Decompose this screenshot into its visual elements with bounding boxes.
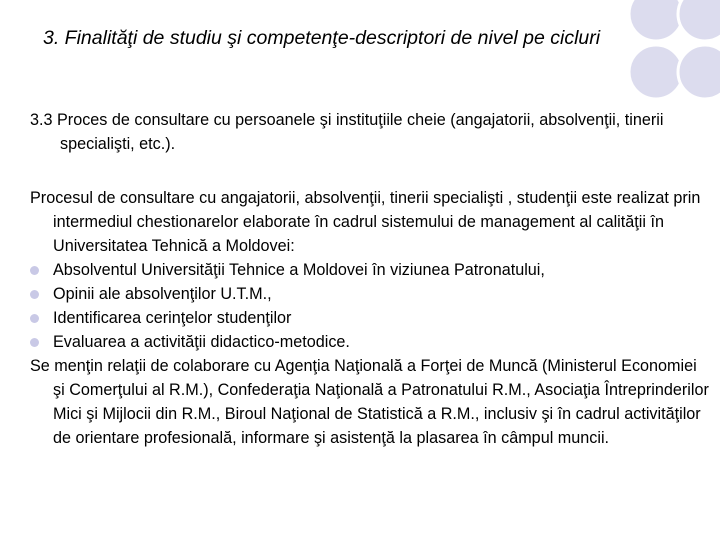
bullet-text: Opinii ale absolvenţilor U.T.M., — [53, 285, 272, 303]
intro-paragraph: Procesul de consultare cu angajatorii, absolvenţii, tinerii specialişti , studenţii este realizat prin intermediul chestionarelor elaborate în cadrul sistemului de management al calităţii în Universitatea Tehnică a Moldovei: — [30, 189, 701, 255]
bullet-text: Absolventul Universităţii Tehnice a Moldovei în viziunea Patronatului, — [53, 261, 545, 279]
circle-decoration — [678, 0, 720, 41]
bullet-text: Evaluarea a activităţii didactico-metodice. — [53, 333, 350, 351]
slide-body — [30, 186, 710, 450]
bullet-text: Identificarea cerinţelor studenţilor — [53, 309, 292, 327]
decorative-circles — [620, 0, 720, 110]
slide-subtitle: 3.3 Proces de consultare cu persoanele şi instituţiile cheie (angajatorii, absolvenţii, tinerii specialişti, etc.). — [30, 111, 664, 153]
bullet-item — [30, 258, 710, 282]
bullet-dot-icon — [30, 314, 39, 323]
closing-paragraph: Se menţin relaţii de colaborare cu Agenţia Naţională a Forţei de Muncă (Ministerul Economiei şi Comerţului al R.M.), Confederaţia Naţională a Patronatului R.M., Asociaţia Întreprinderilor Mici şi Mijlocii din R.M., Biroul Naţional de Statistică a R.M., inclusiv şi în cadrul activităţilor de orientare profesională, informare şi asistenţă la plasarea în câmpul muncii. — [30, 357, 709, 447]
circle-decoration — [629, 0, 683, 41]
circle-decoration — [678, 45, 720, 99]
bullet-item — [30, 330, 710, 354]
bullet-dot-icon — [30, 290, 39, 299]
bullet-item — [30, 306, 710, 330]
bullet-dot-icon — [30, 266, 39, 275]
bullet-item — [30, 282, 710, 306]
slide-title: 3. Finalităţi de studiu şi competenţe-descriptori de nivel pe cicluri — [43, 27, 601, 49]
bullet-dot-icon — [30, 338, 39, 347]
circle-decoration — [629, 45, 683, 99]
